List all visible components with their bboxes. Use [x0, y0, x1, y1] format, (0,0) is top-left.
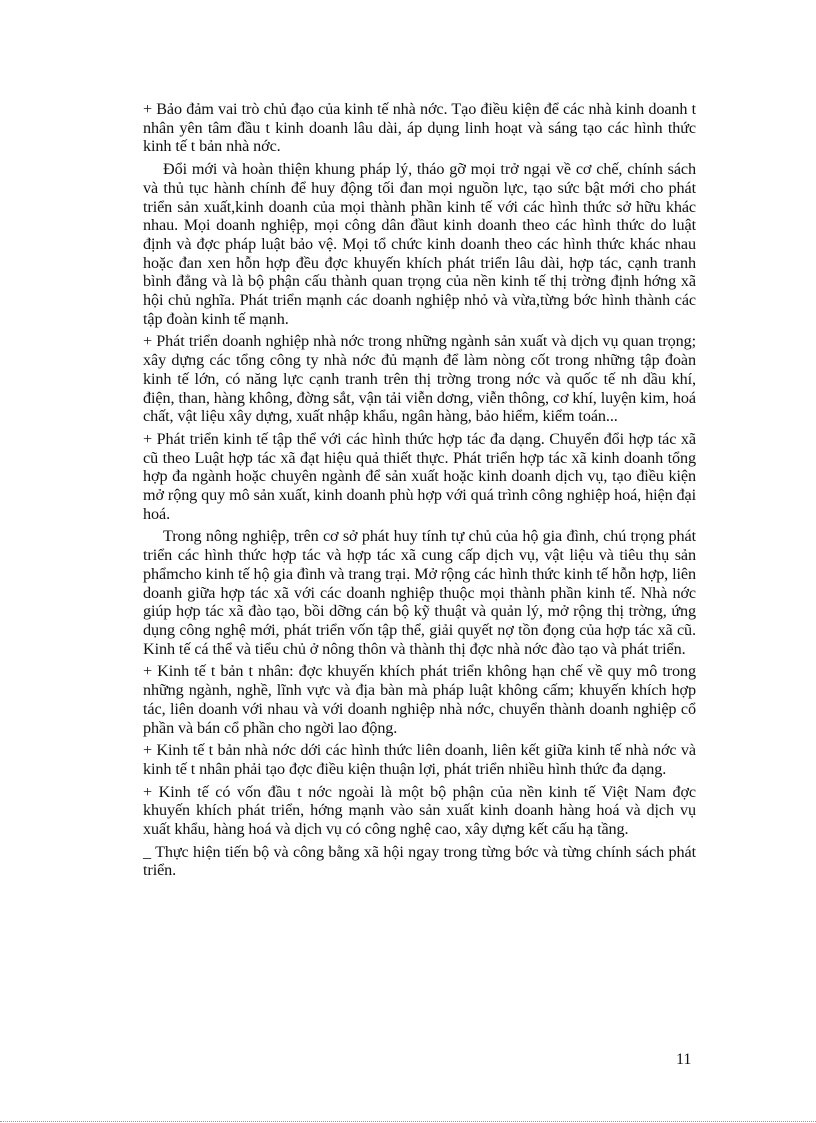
- paragraph-state-economy-role: + Bảo đảm vai trò chủ đạo của kinh tế nhà nớc. Tạo điều kiện để các nhà kinh doanh t nhân yên tâm đầu t kinh doanh lâu dài, áp dụng linh hoạt và sáng tạo các hình thức kinh tế t bản nhà nớc.: [143, 100, 696, 156]
- paragraph-social-progress: _ Thực hiện tiến bộ và công bằng xã hội ngay trong từng bớc và từng chính sách phát triển.: [143, 842, 696, 880]
- paragraph-state-capitalist-economy: + Kinh tế t bản nhà nớc dới các hình thức liên doanh, liên kết giữa kinh tế nhà nớc và kinh tế t nhân phải tạo đợc điều kiện thuận lợi, phát triển nhiều hình thức đa dạng.: [143, 741, 696, 778]
- paragraph-collective-economy: + Phát triển kinh tế tập thể với các hình thức hợp tác đa dạng. Chuyển đổi hợp tác xã cũ theo Luật hợp tác xã đạt hiệu quả thiết thực. Phát triển hợp tác xã kinh doanh tổng hợp đa ngành hoặc chuyên ngành để sản xuất hoặc kinh doanh dịch vụ, tạo điều kiện mở rộng quy mô sản xuất, kinh doanh phù hợp với quá trình công nghiệp hoá, hiện đại hoá.: [143, 429, 696, 523]
- paragraph-foreign-investment-economy: + Kinh tế có vốn đầu t nớc ngoài là một bộ phận của nền kinh tế Việt Nam đợc khuyến khích phát triển, hớng mạnh vào sản xuất kinh doanh hàng hoá và dịch vụ xuất khẩu, hàng hoá và dịch vụ có công nghệ cao, xây dựng kết cấu hạ tầng.: [143, 782, 696, 839]
- page-number: 11: [676, 1051, 692, 1068]
- paragraph-private-capitalist-economy: + Kinh tế t bản t nhân: đợc khuyến khích phát triển không hạn chế về quy mô trong những ngành, nghề, lĩnh vực và địa bàn mà pháp luật không cấm; khuyến khích hợp tác, liên doanh với nhau và với doanh nghiệp nhà nớc, chuyển thành doanh nghiệp cổ phần và bán cổ phần cho ngời lao động.: [143, 662, 696, 737]
- paragraph-agriculture-cooperatives: Trong nông nghiệp, trên cơ sở phát huy tính tự chủ của hộ gia đình, chú trọng phát triển các hình thức hợp tác và hợp tác xã cung cấp dịch vụ, vật liệu và tiêu thụ sản phẩmcho kinh tế hộ gia đình và trang trại. Mở rộng các hình thức kinh tế hỗn hợp, liên doanh giữa hợp tác xã với các doanh nghiệp thuộc mọi thành phần kinh tế. Nhà nớc giúp hợp tác xã đào tạo, bồi dỡng cán bộ kỹ thuật và quản lý, mở rộng thị trờng, ứng dụng công nghệ mới, phát triển vốn tập thể, giải quyết nợ tồn đọng của hợp tác xã cũ. Kinh tế cá thể và tiểu chủ ở nông thôn và thành thị đợc nhà nớc đào tạo và phát triển.: [143, 527, 696, 658]
- paragraph-state-enterprises: + Phát triển doanh nghiệp nhà nớc trong những ngành sản xuất và dịch vụ quan trọng; xây dựng các tổng công ty nhà nớc đủ mạnh để làm nòng cốt trong những tập đoàn kinh tế lớn, có năng lực cạnh tranh trên thị trờng trong nớc và quốc tế nh dầu khí, điện, than, hàng không, đờng sắt, vận tải viễn dơng, viễn thông, cơ khí, luyện kim, hoá chất, vật liệu xây dựng, xuất nhập khẩu, ngân hàng, bảo hiểm, kiểm toán...: [143, 332, 696, 426]
- page-bottom-divider: [0, 1121, 816, 1122]
- paragraph-legal-framework-reform: Đổi mới và hoàn thiện khung pháp lý, tháo gỡ mọi trở ngại về cơ chế, chính sách và thủ tục hành chính để huy động tối đan mọi nguồn lực, tạo sức bật mới cho phát triển sản xuất,kinh doanh của mọi thành phần kinh tế với các hình thức sở hữu khác nhau. Mọi doanh nghiệp, mọi công dân đầut kinh doanh theo các hình thức do luật định và đợc pháp luật bảo vệ. Mọi tổ chức kinh doanh theo các hình thức khác nhau hoặc đan xen hỗn hợp đều đợc khuyến khích phát triển lâu dài, hợp tác, cạnh tranh bình đẳng và là bộ phận cấu thành quan trọng của nền kinh tế thị trờng định hớng xã hội chủ nghĩa. Phát triển mạnh các doanh nghiệp nhỏ và vừa,từng bớc hình thành các tập đoàn kinh tế mạnh.: [143, 160, 696, 328]
- document-page: [143, 100, 696, 884]
